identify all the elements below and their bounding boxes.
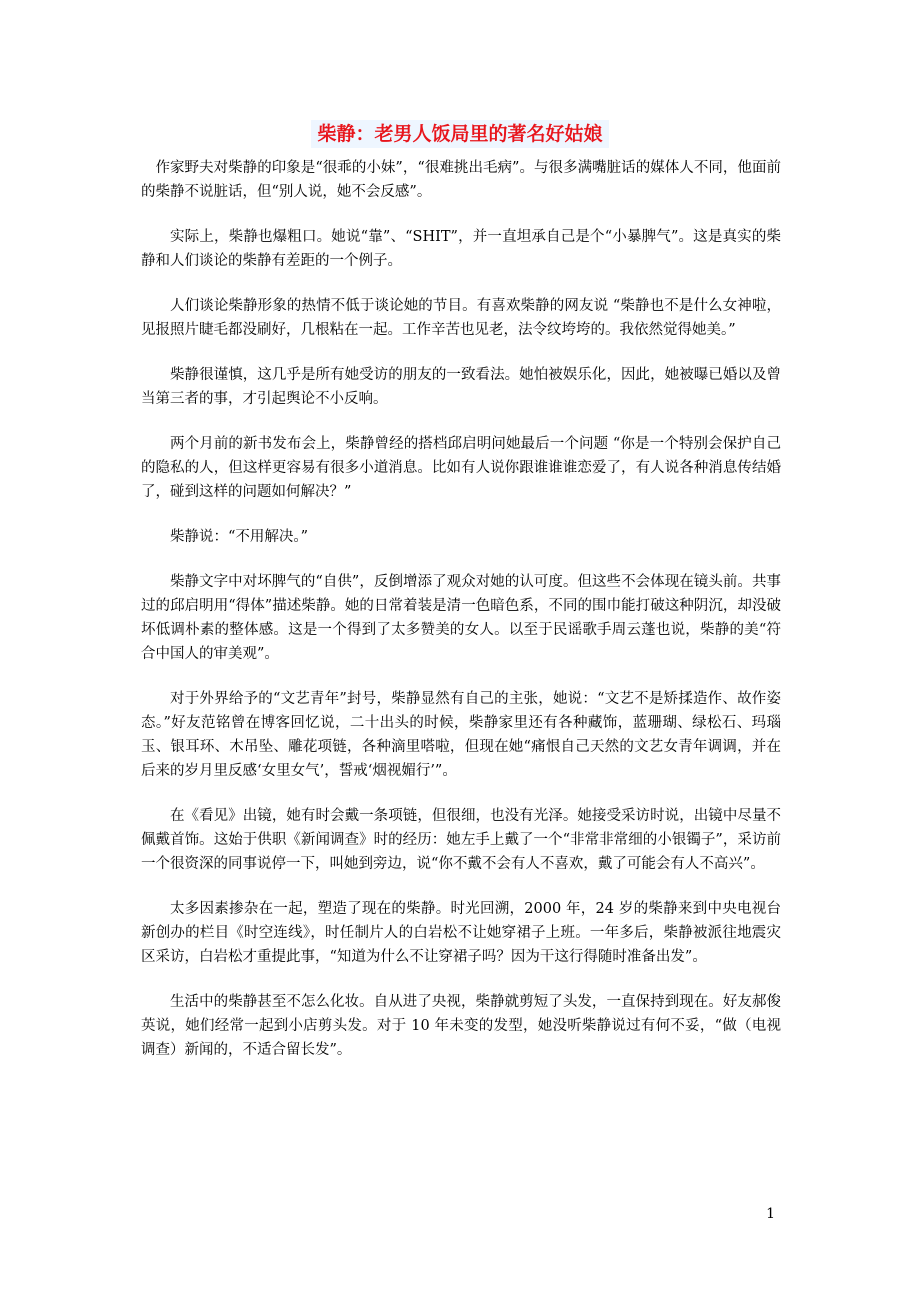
page-number: 1 <box>766 1206 775 1222</box>
title-container <box>0 120 920 148</box>
paragraph: 人们谈论柴静形象的热情不低于谈论她的节目。有喜欢柴静的网友说 “柴静也不是什么女神啦，见报照片睫毛都没刷好，几根粘在一起。工作辛苦也见老，法令纹垮垮的。我依然觉得她美。” <box>141 298 781 338</box>
paragraph: 实际上，柴静也爆粗口。她说“靠”、“SHIT”，并一直坦承自己是个“小暴脾气”。这是真实的柴静和人们谈论的柴静有差距的一个例子。 <box>141 229 781 269</box>
paragraph: 柴静说：“不用解决。” <box>170 529 309 545</box>
paragraph: 柴静文字中对坏脾气的“自供”，反倒增添了观众对她的认可度。但这些不会体现在镜头前。共事过的邱启明用“得体”描述柴静。她的日常着装是清一色暗色系，不同的围巾能打破这种阴沉，却没破坏低调朴素的整体感。这是一个得到了太多赞美的女人。以至于民谣歌手周云蓬也说，柴静的美“符合中国人的审美观”。 <box>141 574 781 662</box>
article-body <box>141 156 781 1083</box>
article-title: 柴静：老男人饭局里的著名好姑娘 <box>311 120 608 148</box>
paragraph: 柴静很谨慎，这几乎是所有她受访的朋友的一致看法。她怕被娱乐化，因此，她被曝已婚以及曾当第三者的事，才引起舆论不小反响。 <box>141 367 781 407</box>
paragraph: 太多因素掺杂在一起，塑造了现在的柴静。时光回溯，2000 年，24 岁的柴静来到中央电视台新创办的栏目《时空连线》，时任制片人的白岩松不让她穿裙子上班。一年多后，柴静被派往地震灾区采访，白岩松才重提此事，“知道为什么不让穿裙子吗？因为干这行得随时准备出发”。 <box>141 901 781 965</box>
paragraph: 两个月前的新书发布会上，柴静曾经的搭档邱启明问她最后一个问题 “你是一个特别会保护自己的隐私的人，但这样更容易有很多小道消息。比如有人说你跟谁谁谁恋爱了，有人说各种消息传结婚了，碰到这样的问题如何解决？” <box>141 436 781 500</box>
paragraph: 作家野夫对柴静的印象是“很乖的小妹”，“很难挑出毛病”。与很多满嘴脏话的媒体人不同，他面前的柴静不说脏话，但“别人说，她不会反感”。 <box>141 160 781 200</box>
paragraph: 生活中的柴静甚至不怎么化妆。自从进了央视，柴静就剪短了头发，一直保持到现在。好友郝俊英说，她们经常一起到小店剪头发。对于 10 年未变的发型，她没听柴静说过有何不妥，“做（电视调查）新闻的，不适合留长发”。 <box>141 994 781 1058</box>
paragraph: 对于外界给予的“文艺青年”封号，柴静显然有自己的主张，她说：“文艺不是矫揉造作、故作姿态。”好友范铭曾在博客回忆说，二十出头的时候，柴静家里还有各种藏饰，蓝珊瑚、绿松石、玛瑙玉、银耳环、木吊坠、雕花项链，各种滴里嗒啦，但现在她“痛恨自己天然的文艺女青年调调，并在后来的岁月里反感‘女里女气’，誓戒‘烟视媚行’”。 <box>141 691 781 779</box>
paragraph: 在《看见》出镜，她有时会戴一条项链，但很细，也没有光泽。她接受采访时说，出镜中尽量不佩戴首饰。这始于供职《新闻调查》时的经历：她左手上戴了一个“非常非常细的小银镯子”，采访前一个很资深的同事说停一下，叫她到旁边，说“你不戴不会有人不喜欢，戴了可能会有人不高兴”。 <box>141 808 781 872</box>
